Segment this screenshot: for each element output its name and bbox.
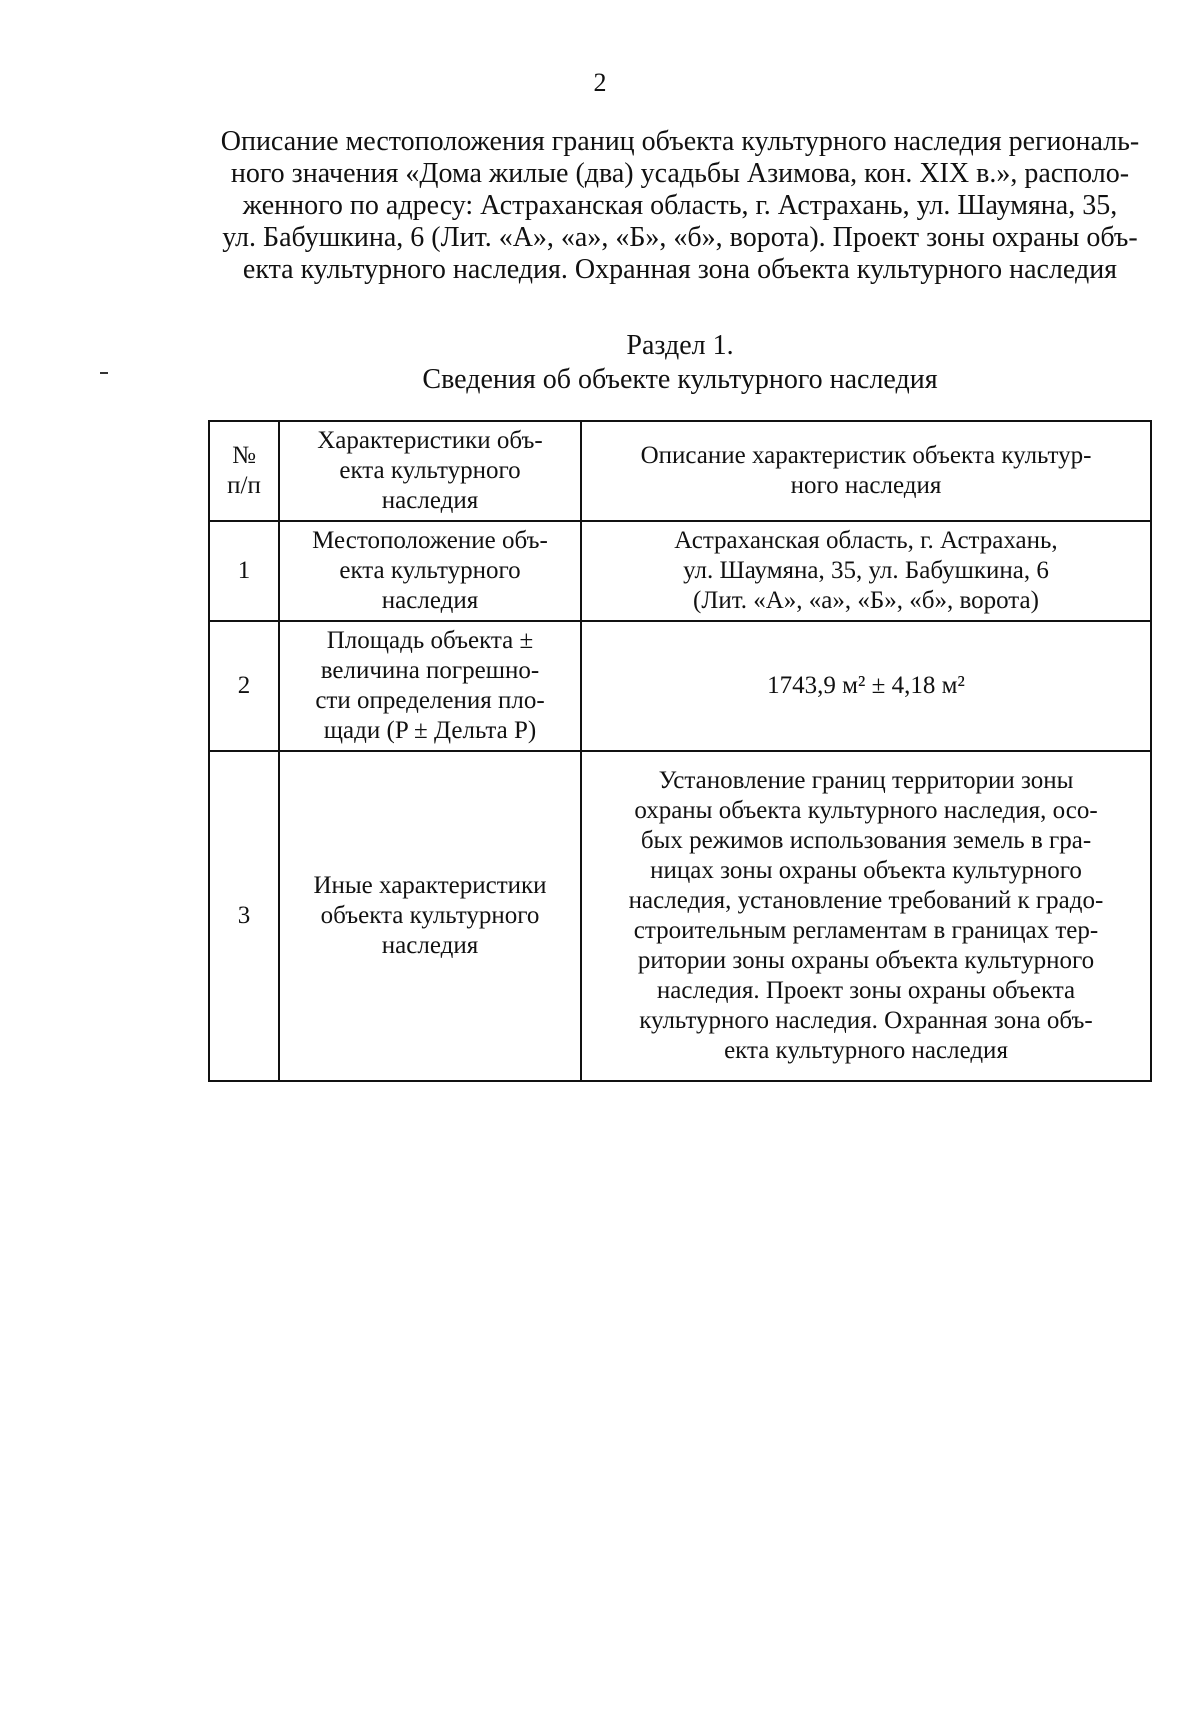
row-characteristic: Местоположение объ- екта культурного наследия (279, 521, 581, 621)
table-header-row (209, 421, 1151, 521)
document-title: Описание местоположения границ объекта культурного наследия региональ- ного значения «Дома жилые (два) усадьбы Азимова, кон. XIX в.», располо- женного по адресу: Астраханская область, г. Астрахань, ул. Шаумяна, 35, ул. Бабушкина, 6 (Лит. «А», «а», «Б», «б», ворота). Проект зоны охраны объ- екта культурного наследия. Охранная зона объекта культурного наследия (220, 126, 1140, 285)
row-number: 3 (209, 751, 279, 1081)
table-row (209, 751, 1151, 1081)
row-characteristic: Площадь объекта ± величина погрешно- сти определения пло- щади (P ± Дельта P) (279, 621, 581, 751)
table-row (209, 621, 1151, 751)
row-description: Астраханская область, г. Астрахань, ул. Шаумяна, 35, ул. Бабушкина, 6 (Лит. «А», «а», «Б», «б», ворота) (581, 521, 1151, 621)
header-characteristic: Характеристики объ- екта культурного наследия (279, 421, 581, 521)
section-heading (0, 328, 1200, 396)
page-number: 2 (593, 68, 607, 97)
table-row (209, 521, 1151, 621)
header-number: № п/п (209, 421, 279, 521)
characteristics-table (208, 420, 1152, 1082)
row-number: 1 (209, 521, 279, 621)
row-description: Установление границ территории зоны охраны объекта культурного наследия, осо- бых режимов использования земель в гра- ницах зоны охраны объекта культурного наследия, установление требований к градо- строительным регламентам в границах тер- ритории зоны охраны объекта культурного наследия. Проект зоны охраны объекта культурного наследия. Охранная зона объ- екта культурного наследия (581, 751, 1151, 1081)
section-title: Сведения об объекте культурного наследия (422, 364, 938, 395)
section-label: Раздел 1. (626, 330, 734, 361)
header-description: Описание характеристик объекта культур- ного наследия (581, 421, 1151, 521)
characteristics-table-wrapper (208, 420, 1150, 1082)
row-characteristic: Иные характеристики объекта культурного наследия (279, 751, 581, 1081)
row-description: 1743,9 м² ± 4,18 м² (581, 621, 1151, 751)
row-number: 2 (209, 621, 279, 751)
